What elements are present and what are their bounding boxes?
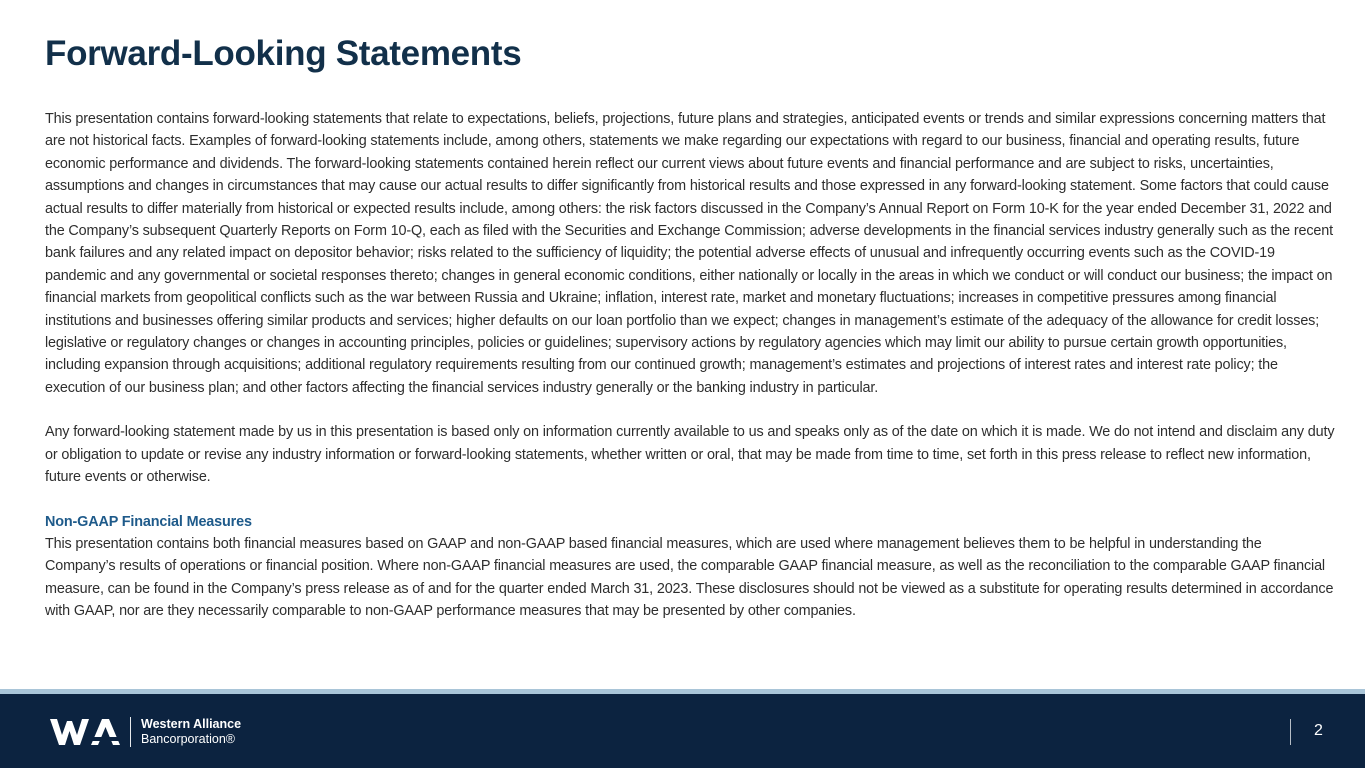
forward-looking-paragraph: This presentation contains forward-looking statements that relate to expectations, beliefs, projections, future plans and strategies, anticipated events or trends and similar expressions concerning matters that are not historical facts. Examples of forward-looking statements include, among others, statements we make regarding our expectations with regard to our business, financial and operating results, future economic performance and dividends. The forward-looking statements contained herein reflect our current views about future events and financial performance and are subject to risks, uncertainties, assumptions and changes in circumstances that may cause our actual results to differ significantly from historical results and those expressed in any forward-looking statement. Some factors that could cause actual results to differ materially from historical or expected results include, among others: the risk factors discussed in the Company’s Annual Report on Form 10-K for the year ended December 31, 2022 and the Company’s subsequent Quarterly Reports on Form 10-Q, each as filed with the Securities and Exchange Commission; adverse developments in the financial services industry generally such as the recent bank failures and any related impact on depositor behavior; risks related to the sufficiency of liquidity; the potential adverse effects of unusual and infrequently occurring events such as the COVID-19 pandemic and any governmental or societal responses thereto; changes in general economic conditions, either nationally or locally in the areas in which we conduct or will conduct our business; the impact on financial markets from geopolitical conflicts such as the war between Russia and Ukraine; inflation, interest rate, market and monetary fluctuations; increases in competitive pressures among financial institutions and businesses offering similar products and services; higher defaults on our loan portfolio than we expect; changes in management’s estimate of the adequacy of the allowance for credit losses; legislative or regulatory changes or changes in accounting principles, policies or guidelines; supervisory actions by regulatory agencies which may limit our ability to pursue certain growth opportunities, including expansion through acquisitions; additional regulatory requirements resulting from our continued growth; management’s estimates and projections of interest rates and interest rate policy; the execution of our business plan; and other factors affecting the financial services industry generally or the banking industry in particular. xyxy=(45,111,1333,396)
logo-wordmark xyxy=(141,717,241,747)
logo-text-line-1: Western Alliance xyxy=(141,717,242,731)
logo-text-line-2: Bancorporation® xyxy=(141,732,235,746)
page-title: Forward-Looking Statements xyxy=(45,34,522,73)
page-number-divider xyxy=(1290,719,1291,745)
western-alliance-logo-icon xyxy=(50,717,122,747)
footer-bar xyxy=(0,694,1365,768)
page-number: 2 xyxy=(1314,722,1323,739)
company-logo xyxy=(50,716,241,748)
logo-divider xyxy=(130,717,131,747)
disclaimer-paragraph: Any forward-looking statement made by us in this presentation is based only on information currently available to us and speaks only as of the date on which it is made. We do not intend and disclaim any duty or obligation to update or revise any industry information or forward-looking statements, whether written or oral, that may be made from time to time, set forth in this press release to reflect new information, future events or otherwise. xyxy=(45,424,1335,486)
non-gaap-paragraph: This presentation contains both financial measures based on GAAP and non-GAAP based financial measures, which are used where management believes them to be helpful in understanding the Company’s results of operations or financial position. Where non-GAAP financial measures are used, the comparable GAAP financial measure, as well as the reconciliation to the comparable GAAP financial measure, can be found in the Company’s press release as of and for the quarter ended March 31, 2023. These disclosures should not be viewed as a substitute for operating results determined in accordance with GAAP, nor are they necessarily comparable to non-GAAP performance measures that may be presented by other companies. xyxy=(45,535,1334,620)
section-heading-non-gaap: Non-GAAP Financial Measures xyxy=(45,513,252,530)
slide-body xyxy=(45,108,1335,623)
